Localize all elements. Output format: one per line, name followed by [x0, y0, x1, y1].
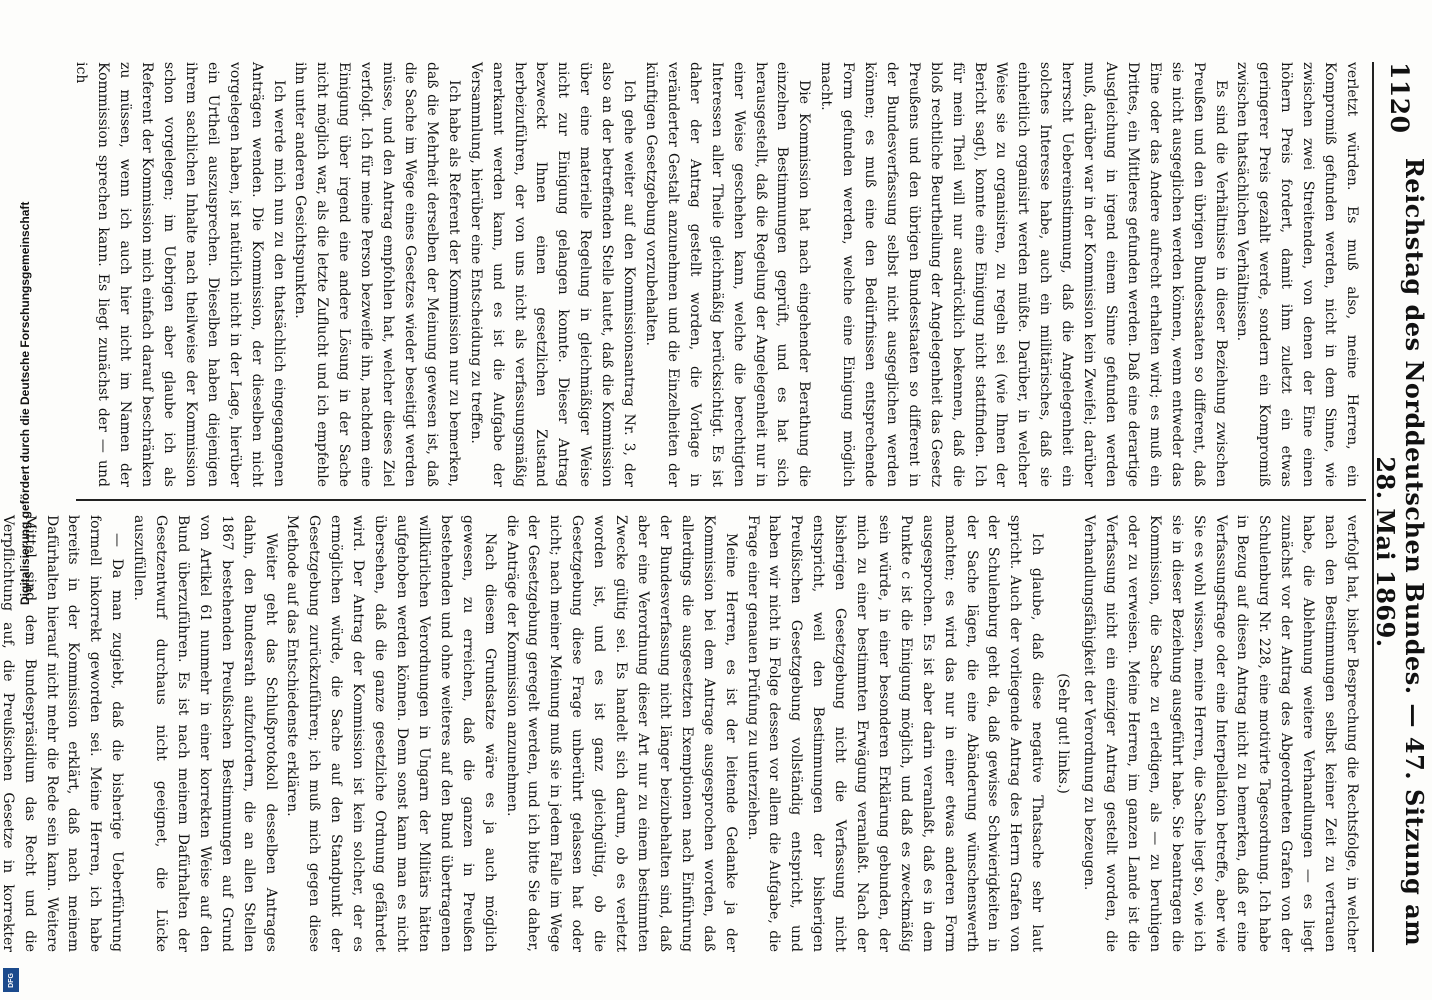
paragraph: Es sind die Verhältnisse in dieser Beziehung zwischen Preußen und den übrigen Bundesstaaten so different, daß sie nicht ausgeglichen werden können, wenn entweder das Eine oder das Andere aufrecht erhalten wird; es muß ein Drittes, ein Mittleres gefunden werden. Daß eine derartige Ausgleichung in irgend einem Sinne gefunden werden muß, darüber war in der Kommission kein Zweifel; darüber herrscht Uebereinstimmung, daß die Angelegenheit ein solches Interesse habe, auch ein militärisches, daß sie einheitlich organisirt werden müßte. Darüber, in welcher Weise sie zu organisiren, zu regeln sei (wie Ihnen der Bericht sagt), konnte eine Einigung nicht stattfinden. Ich für mein Theil will nur ausdrücklich bekennen, daß die bloß rechtliche Beurtheilung der Angelegenheit das Gesetz Preußens und den übrigen Bundesstaaten so different in der Bundesverfassung selbst nicht ausgeglichen werden können; es muß eine den Bedürfnissen entsprechende Form gefunden werden, welche eine Einigung möglich macht. [818, 62, 1229, 487]
header-rule [1372, 62, 1374, 952]
paragraph: Weiter geht das Schlußprotokoll desselben Antrages dahin, den Bundesrath aufzufordern, die an allen Stellen 1867 bestehenden Preußischen Bestimmungen auf Grund von Artikel 61 nunmehr in einer korrekten Weise auf den Bund überzuführen. Es ist nach meinem Dafürhalten der Gesetzentwurf durchaus nicht geeignet, die Lücke auszufüllen. [131, 515, 279, 952]
text-column-right [0, 515, 1362, 952]
dfg-logo [3, 968, 19, 992]
credit-strip [0, 0, 32, 1000]
text-column-left [72, 62, 1362, 487]
paragraph: Ich gehe weiter auf den Kommissionsantrag Nr. 3, der also an der betreffenden Stelle lautet, daß die Kommission über eine materielle Regelung in gleichmäßiger Weise nicht zur Einigung gelangen konnte. Dieser Antrag bezweckt Ihnen einen gesetzlichen Zustand herbeizuführen, der von uns nicht als verfassungsmäßig anerkannt werden kann, und es ist die Aufgabe der Versammlung, hierüber eine Entscheidung zu treffen. [467, 62, 638, 487]
page-number: 1120 [1385, 62, 1415, 134]
paragraph: Meine Herren, es ist der leitende Gedanke ja der Kommission bei dem Antrage ausgesprochen worden, daß allerdings die ausgesetzten Exemptionen nach Einführung der Bundesverfassung nicht länger beizubehalten sind, daß aber eine Verordnung dieser Art nur zu einem bestimmten Zwecke gültig sei. Es handelt sich darum, ob es verletzt worden ist, und es ist ganz gleichgültig, ob die Gesetzgebung diese Frage unberührt gelassen hat oder nicht; nach meiner Meinung muß sie in jedem Falle im Wege der Gesetzgebung geregelt werden, und ich bitte Sie daher, die Anträge der Kommission anzunehmen. [503, 515, 739, 952]
paragraph: Ich glaube, daß diese negative Thatsache sehr laut spricht. Auch der vorliegende Antrag des Herrn Grafen von der Schulenburg geht da, daß gewisse Schwierigkeiten in der Sache lägen, die eine Abänderung wünschenswerth machten; es wird das nur in einer etwas anderen Form ausgesprochen. Es ist aber darin veranlaßt, daß es in dem Punkte c ist die Einigung möglich, und daß es zweckmäßig sein würde, in einer besonderen Erklärung gebunden, der mich zu einer bestimmten Erwägung veranlaßt. Nach der bisherigen Gesetzgebung nicht die Verfassung nicht entspricht, weil den Bestimmungen der bisherigen Preußischen Gesetzgebung vollständig entspricht, und haben wir nicht in Folge dessen vor allem die Aufgabe, die Frage einer genauen Prüfung zu unterziehen. [744, 515, 1046, 952]
paragraph: — Da man zugiebt, daß die bisherige Ueberführung formell inkorrekt geworden sei. Meine Herren, ich habe bereits in der Kommission erklärt, daß nach meinem Dafürhalten hierauf nicht mehr die Rede sein kann. Weitere Mittel sind dem Bundespräsidium das Recht und die Verpflichtung auf, die Preußischen Gesetze in korrekter [0, 515, 126, 952]
digitization-credit: Digitalisierung gefördert durch die Deutsche Forschungsgemeinschaft [18, 201, 32, 605]
page-title: Reichstag des Norddeutschen Bundes. — 47. Sitzung am 28. Mai 1869. [1371, 157, 1429, 947]
paragraph: Ich werde mich nun zu den thatsächlich eingegangenen Anträgen wenden. Die Kommission, der dieselben nicht vorgelegen haben, ist natürlich nicht in der Lage, hierüber ein Urtheil auszusprechen. Dieselben haben diejenigen ihrem sachlichen Inhalte nach theilweise der Kommission schon vorgelegen; im Uebrigen aber glaube ich als Referent der Kommission mich einfach darauf beschränken zu müssen, wenn ich auch hier nicht im Namen der Kommission sprechen kann. Es liegt zunächst der — und ich [73, 62, 287, 487]
paragraph: Nach diesem Grundsatze wäre es ja auch möglich gewesen, zu erreichen, daß die ganzen in Preußen bestehenden und ohne weiteres auf den Bund übertragenen willkürlichen Verordnungen in Ungarn der Militärs hätten aufgehoben werden können. Denn sonst kann man es nicht übersehen, daß die ganze gesetzliche Ordnung gefährdet wird. Der Antrag der Kommission ist kein solcher, der es ermöglichen würde, die Sache auf den Standpunkt der Gesetzgebung zurückzuführen; ich muß mich gegen diese Methode auf das Entschiedenste erklären. [284, 515, 498, 952]
column-divider [76, 499, 1366, 501]
interjection: (Sehr gut! links.) [1055, 673, 1072, 794]
paragraph: verletzt würden. Es muß also, meine Herren, ein Kompromiß gefunden werden, nicht in dem Sinne, wie zwischen zwei Streitenden, von denen der Eine einen höhern Preis fordert, damit ihm zuletzt ein etwas geringerer Preis gezahlt werde, sondern ein Kompromiß zwischen thatsächlichen Verhältnissen. [1234, 62, 1360, 487]
paragraph: verfolgt hat, bisher Besprechung die Rechtsfolge, in welcher nach den Bestimmungen selbst keiner Zeit zu vertrauen habe, die Ablehnung weitere Verhandlungen — es liegt zunächst vor der Antrag des Abgeordneten Grafen von der Schulenburg Nr. 228, eine motivirte Tagesordnung. Ich habe in Bezug auf diesen Antrag nicht zu bemerken, daß er eine Verfassungsfrage oder eine Interpellation betreffe, aber wie Sie es wohl wissen, meine Herren, die Sache liegt so, wie ich sie in dieser Beziehung ausgeführt habe. Sie beantragen die Kommission, die Sache zu erledigen, als — zu beruhigen oder zu verweisen. Meine Herren, im ganzen Lande ist die Verfassung nicht ein einziger Antrag gestellt worden, die Verhandlungsfähigkeit der Verordnung zu bezeugen. [1081, 515, 1360, 952]
running-head [1371, 62, 1429, 952]
paragraph: Ich habe als Referent der Kommission nur zu bemerken, daß die Mehrheit derselben der Meinung gewesen ist, daß die Sache im Wege eines Gesetzes wieder beseitigt werden müsse, und den Antrag empfohlen hat, welcher dieses Ziel verfolgt. Ich für meine Person bezweifle ihn, nachdem eine Einigung über irgend eine andere Lösung in der Sache nicht möglich war, als die letzte Zuflucht und ich empfehle ihn unter anderen Gesichtspunkten. [292, 62, 462, 487]
dfg-logo-text: DFG [7, 972, 15, 988]
paragraph: Die Kommission hat nach eingehender Berathung die einzelnen Bestimmungen geprüft, und es hat sich herausgestellt, daß die Regelung der Angelegenheit nur in einer Weise geschehen kann, welche die berechtigten Interessen aller Theile gleichmäßig berücksichtigt. Es ist daher der Antrag gestellt worden, die Vorlage in veränderter Gestalt anzunehmen und die Einzelheiten der künftigen Gesetzgebung vorzubehalten. [643, 62, 813, 487]
